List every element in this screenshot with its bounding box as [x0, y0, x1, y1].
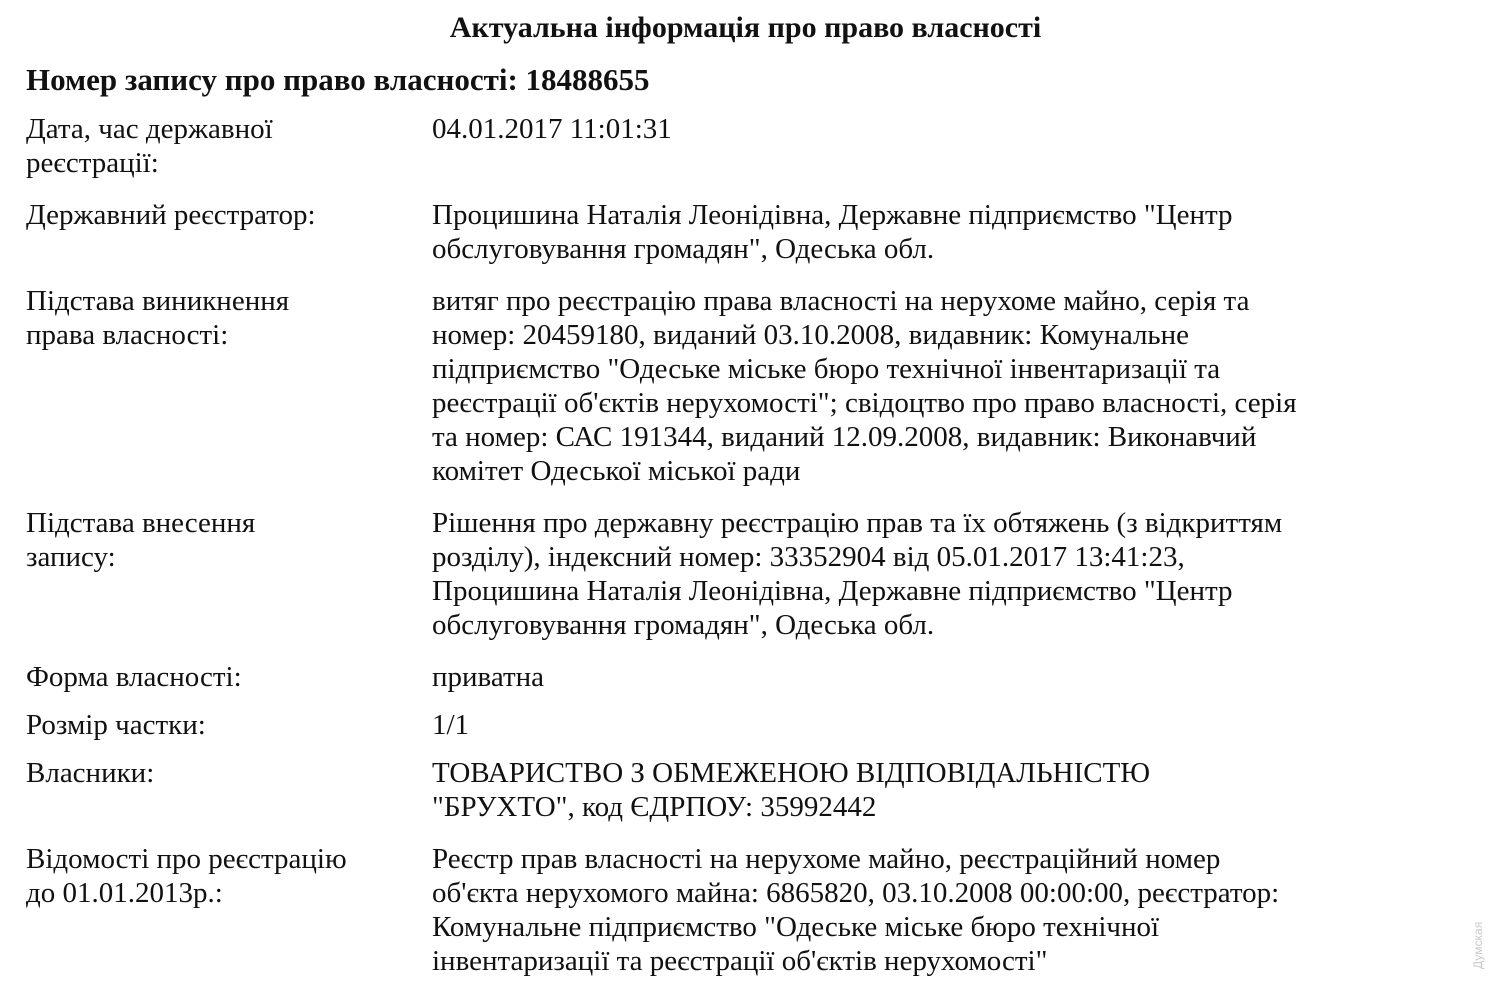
field-value [432, 506, 1476, 642]
field-value [432, 198, 1476, 266]
label-line: до 01.01.2013р.: [26, 877, 223, 909]
value-line: об'єкта нерухомого майна: 6865820, 03.10.2008 00:00:00, реєстратор: [432, 877, 1280, 909]
field-value [432, 756, 1476, 824]
label-line: реєстрації: [26, 147, 159, 179]
field-registrar [26, 198, 1476, 284]
value-line: підприємство "Одеське міське бюро технічної інвентаризації та [432, 353, 1221, 385]
field-label [26, 112, 432, 180]
value-line: та номер: САС 191344, виданий 12.09.2008, видавник: Виконавчий [432, 421, 1257, 453]
field-label [26, 660, 432, 694]
field-value [432, 112, 1476, 146]
value-line: обслуговування громадян", Одеська обл. [432, 233, 935, 265]
value-line: Процишина Наталія Леонідівна, Державне підприємство "Центр [432, 199, 1233, 231]
value-line: розділу), індексний номер: 33352904 від 05.01.2017 13:41:23, [432, 541, 1185, 573]
field-registration-datetime [26, 112, 1476, 198]
value-line: обслуговування громадян", Одеська обл. [432, 609, 935, 641]
value-line: реєстрації об'єктів нерухомості"; свідоцтво про право власності, серія [432, 387, 1297, 419]
document-title: Актуальна інформація про право власності [449, 11, 1042, 44]
field-value [432, 284, 1476, 488]
value-line: ТОВАРИСТВО З ОБМЕЖЕНОЮ ВІДПОВІДАЛЬНІСТЮ [432, 757, 1151, 789]
value-line: Реєстр прав власності на нерухоме майно, реєстраційний номер [432, 843, 1221, 875]
field-label [26, 506, 432, 574]
field-owners [26, 756, 1476, 842]
label-line: Форма власності: [26, 661, 242, 693]
value-line: комітет Одеської міської ради [432, 455, 801, 487]
value-line: витяг про реєстрацію права власності на нерухоме майно, серія та [432, 285, 1250, 317]
field-share-size [26, 708, 1476, 756]
value-line: приватна [432, 661, 545, 693]
field-label [26, 198, 432, 232]
fields-table [26, 112, 1476, 978]
field-value [432, 660, 1476, 694]
label-line: Власники: [26, 757, 155, 789]
watermark: Думская [1471, 921, 1485, 969]
value-line: Комунальне підприємство "Одеське міське бюро технічної [432, 911, 1160, 943]
value-line: Рішення про державну реєстрацію прав та їх обтяжень (з відкриттям [432, 507, 1283, 539]
field-label [26, 842, 432, 910]
field-value [432, 842, 1476, 978]
label-line: Відомості про реєстрацію [26, 843, 347, 875]
field-ownership-form [26, 660, 1476, 708]
field-ownership-basis [26, 284, 1476, 506]
value-line: інвентаризації та реєстрації об'єктів нерухомості" [432, 945, 1048, 977]
value-line: "БРУХТО", код ЄДРПОУ: 35992442 [432, 791, 877, 823]
value-line: Процишина Наталія Леонідівна, Державне підприємство "Центр [432, 575, 1233, 607]
value-line: 04.01.2017 11:01:31 [432, 113, 672, 145]
field-pre-2013-registration [26, 842, 1476, 978]
value-line: номер: 20459180, виданий 03.10.2008, видавник: Комунальне [432, 319, 1190, 351]
field-value [432, 708, 1476, 742]
record-number-heading: Номер запису про право власності: 18488655 [26, 62, 650, 97]
label-line: Підстава внесення [26, 507, 256, 539]
field-label [26, 756, 432, 790]
label-line: запису: [26, 541, 116, 573]
label-line: права власності: [26, 319, 229, 351]
field-label [26, 284, 432, 352]
label-line: Розмір частки: [26, 709, 206, 741]
field-entry-basis [26, 506, 1476, 660]
label-line: Підстава виникнення [26, 285, 290, 317]
label-line: Державний реєстратор: [26, 199, 316, 231]
label-line: Дата, час державної [26, 113, 273, 145]
value-line: 1/1 [432, 709, 470, 741]
field-label [26, 708, 432, 742]
